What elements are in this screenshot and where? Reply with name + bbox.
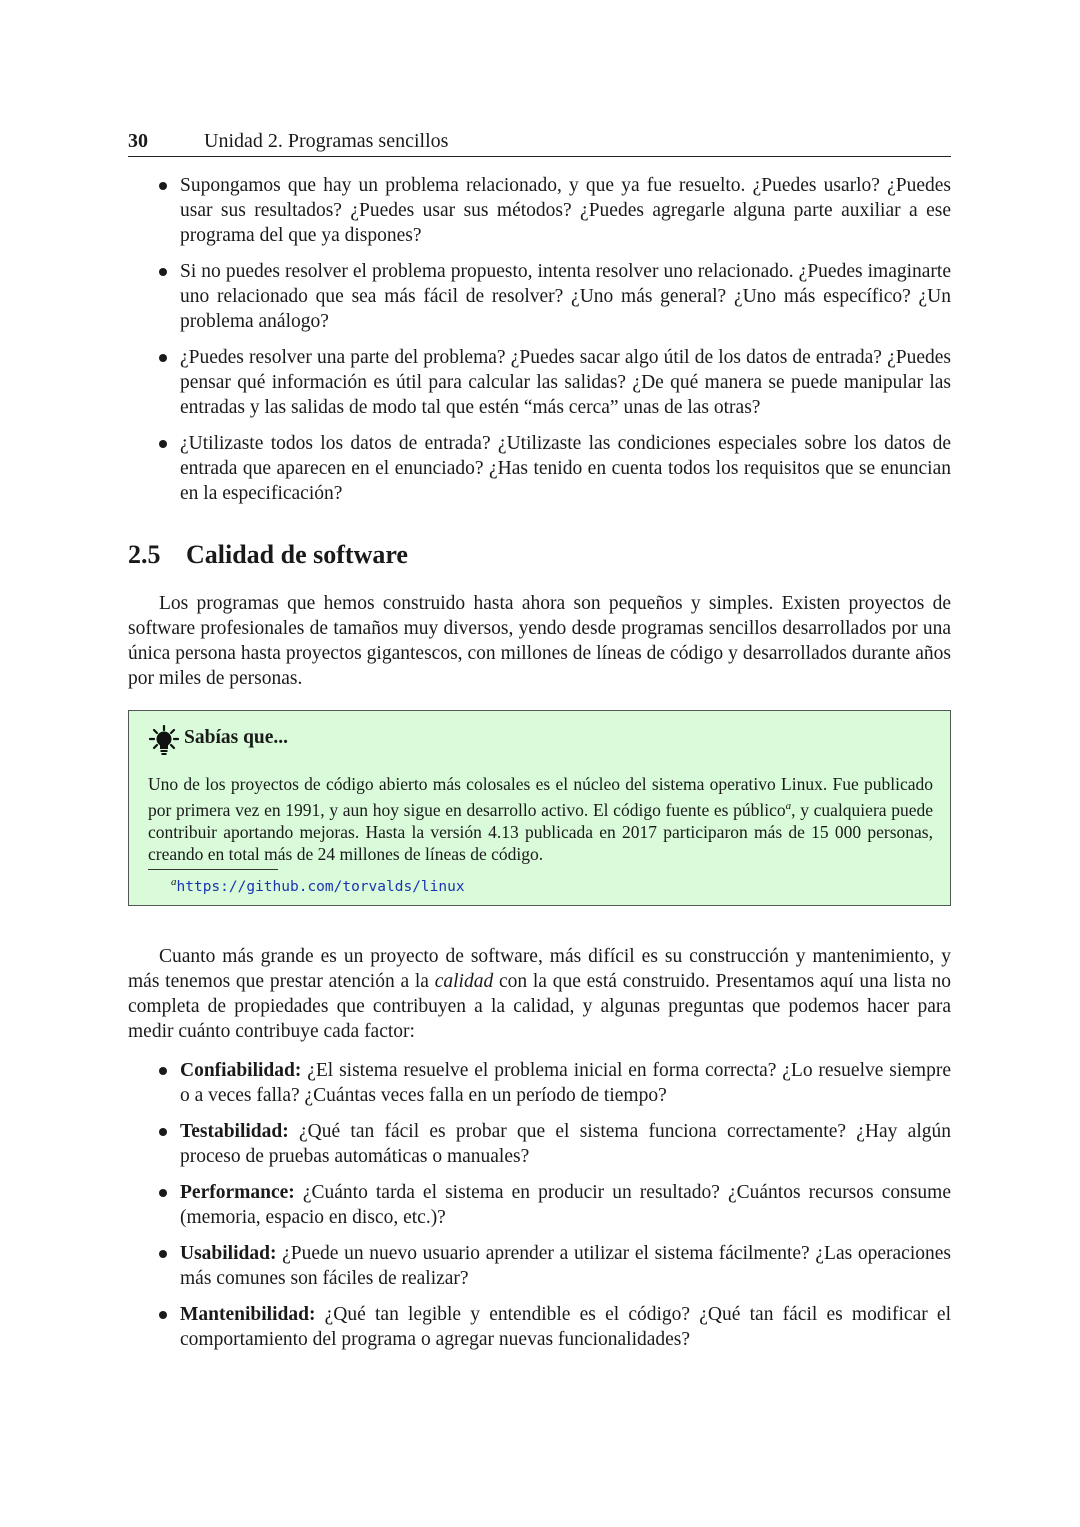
hints-list: [128, 173, 951, 517]
list-item: [128, 1180, 951, 1230]
list-item: ¿Puedes resolver una parte del problema? ¿Puedes sacar algo útil de los datos de entrada? ¿Puedes pensar qué información es útil para calcular las salidas? ¿De qué manera se puede manipular las entradas y las salidas de modo tal que estén “más cerca” unas de las otras?: [128, 345, 951, 420]
footnote-link[interactable]: https://github.com/torvalds/linux: [176, 878, 465, 895]
list-item: [128, 1302, 951, 1352]
term: Testabilidad:: [180, 1121, 289, 1142]
definition: ¿El sistema resuelve el problema inicial en forma correcta? ¿Lo resuelve siempre o a veces falla? ¿Cuántas veces falla en un período de tiempo?: [180, 1060, 951, 1106]
term: Usabilidad:: [180, 1243, 277, 1264]
section-number: 2.5: [128, 540, 161, 569]
quality-list: [128, 1058, 951, 1363]
list-item: [128, 1119, 951, 1169]
list-item: [128, 1058, 951, 1108]
section-heading: [128, 540, 408, 570]
callout-text-part: Uno de los proyectos de código abierto más colosales es el núcleo del sistema operativo Linux. Fue publicado por primera vez en 1991, y aun hoy sigue en desarrollo activo. El código fuente es público: [148, 774, 933, 820]
definition: ¿Qué tan legible y entendible es el código? ¿Qué tan fácil es modificar el comportamiento del programa o agregar nuevas funcionalidades?: [180, 1304, 951, 1350]
did-you-know-box: [128, 710, 951, 906]
callout-title: Sabías que...: [184, 727, 289, 748]
callout-body: [148, 773, 933, 865]
footnote-marker: a: [171, 876, 177, 888]
list-item: Si no puedes resolver el problema propuesto, intenta resolver uno relacionado. ¿Puedes imaginarte uno relacionado que sea más fácil de resolver? ¿Uno más general? ¿Uno más específico? ¿Un problema análogo?: [128, 259, 951, 334]
section-title: Calidad de software: [186, 540, 408, 569]
footnote-rule: [148, 869, 278, 870]
term: Mantenibilidad:: [180, 1304, 316, 1325]
footnote-marker: a: [785, 800, 792, 812]
list-item: Supongamos que hay un problema relacionado, y que ya fue resuelto. ¿Puedes usarlo? ¿Puedes usar sus resultados? ¿Puedes usar sus métodos? ¿Puedes agregarle alguna parte auxiliar a ese programa del que ya dispones?: [128, 173, 951, 248]
definition: ¿Qué tan fácil es probar que el sistema funciona correctamente? ¿Hay algún proceso de pruebas automáticas o manuales?: [180, 1121, 951, 1167]
paragraph: [128, 944, 951, 1044]
definition: ¿Puede un nuevo usuario aprender a utilizar el sistema fácilmente? ¿Las operaciones más comunes son fáciles de realizar?: [180, 1243, 951, 1289]
emphasis-text: calidad: [434, 971, 494, 992]
page-number: 30: [128, 130, 148, 152]
lightbulb-icon: [149, 725, 181, 757]
paragraph: Los programas que hemos construido hasta ahora son pequeños y simples. Existen proyectos de software profesionales de tamaños muy diversos, yendo desde programas sencillos desarrollados por una única persona hasta proyectos gigantescos, con millones de líneas de código y desarrollados durante años por miles de personas.: [128, 593, 951, 689]
paragraph-text: con la que está construido. Presentamos aquí una lista no completa de propiedades que contribuyen a la calidad, y algunas preguntas que podemos hacer para medir cuánto contribuye cada factor:: [128, 971, 951, 1042]
term: Confiabilidad:: [180, 1060, 302, 1081]
list-item: [128, 1241, 951, 1291]
header-title: Unidad 2. Programas sencillos: [204, 130, 449, 152]
callout-text-part: , y cualquiera puede contribuir aportando mejoras. Hasta la versión 4.13 publicada en 2017 participaron más de 15 000 personas, creando en total más de 24 millones de líneas de código.: [148, 799, 934, 864]
footnote: [171, 876, 465, 895]
definition: ¿Cuánto tarda el sistema en producir un resultado? ¿Cuántos recursos consume (memoria, espacio en disco, etc.)?: [180, 1182, 951, 1228]
list-item: ¿Utilizaste todos los datos de entrada? ¿Utilizaste las condiciones especiales sobre los datos de entrada que aparecen en el enunciado? ¿Has tenido en cuenta todos los requisitos que se enuncian en la especificación?: [128, 431, 951, 506]
running-header: [128, 130, 951, 157]
paragraph-text: Cuanto más grande es un proyecto de software, más difícil es su construcción y mantenimiento, y más tenemos que prestar atención a la: [128, 946, 951, 992]
term: Performance:: [180, 1182, 295, 1203]
